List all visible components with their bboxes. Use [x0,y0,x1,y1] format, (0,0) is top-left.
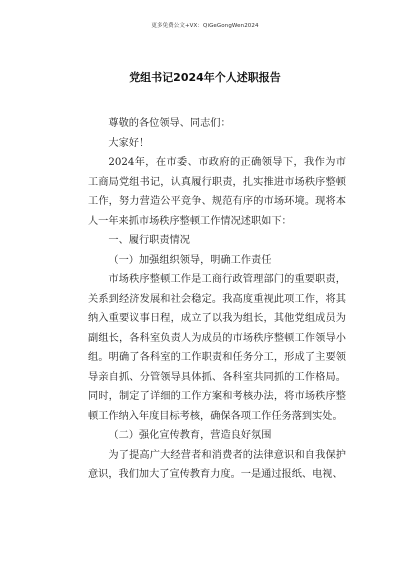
intro-paragraph: 2024年，在市委、市政府的正确领导下，我作为市工商局党组书记，认真履行职责，扎实推进市场秩序整顿工作，努力营造公平竞争、规范有序的市场环境。现将本人一年来抓市场秩序整顿工作情况述职如下： [88,157,346,227]
document-title: 党组书记2024年个人述职报告 [129,71,281,84]
subsection-heading: （一）加强组织领导，明确工作责任 [108,254,272,266]
header-note: 更多免费公文+VX：QiGeGongWen2024 [151,23,259,29]
salutation: 尊敬的各位领导、同志们： [108,118,231,129]
greeting: 大家好！ [108,137,150,149]
document-body [88,114,346,485]
subsection-heading: （二）强化宣传教育，营造良好氛围 [108,430,272,441]
body-paragraph: 市场秩序整顿工作是工商行政管理部门的重要职责，关系到经济发展和社会稳定。我高度重视此项工作，将其纳入重要议事日程，成立了以我为组长，其他党组成员为副组长，各科室负责人为成员的市场秩序整顿工作领导小组。明确了各科室的工作职责和任务分工，形成了主要领导亲自抓、分管领导具体抓、各科室共同抓的工作格局。同时，制定了详细的工作方案和考核办法，将市场秩序整顿工作纳入年度目标考核，确保各项工作任务落到实处。 [88,274,346,422]
body-paragraph: 为了提高广大经营者和消费者的法律意识和自我保护意识，我们加大了宣传教育力度。一是通过报纸、电视、 [88,449,346,480]
section-heading: 一、履行职责情况 [108,235,190,246]
